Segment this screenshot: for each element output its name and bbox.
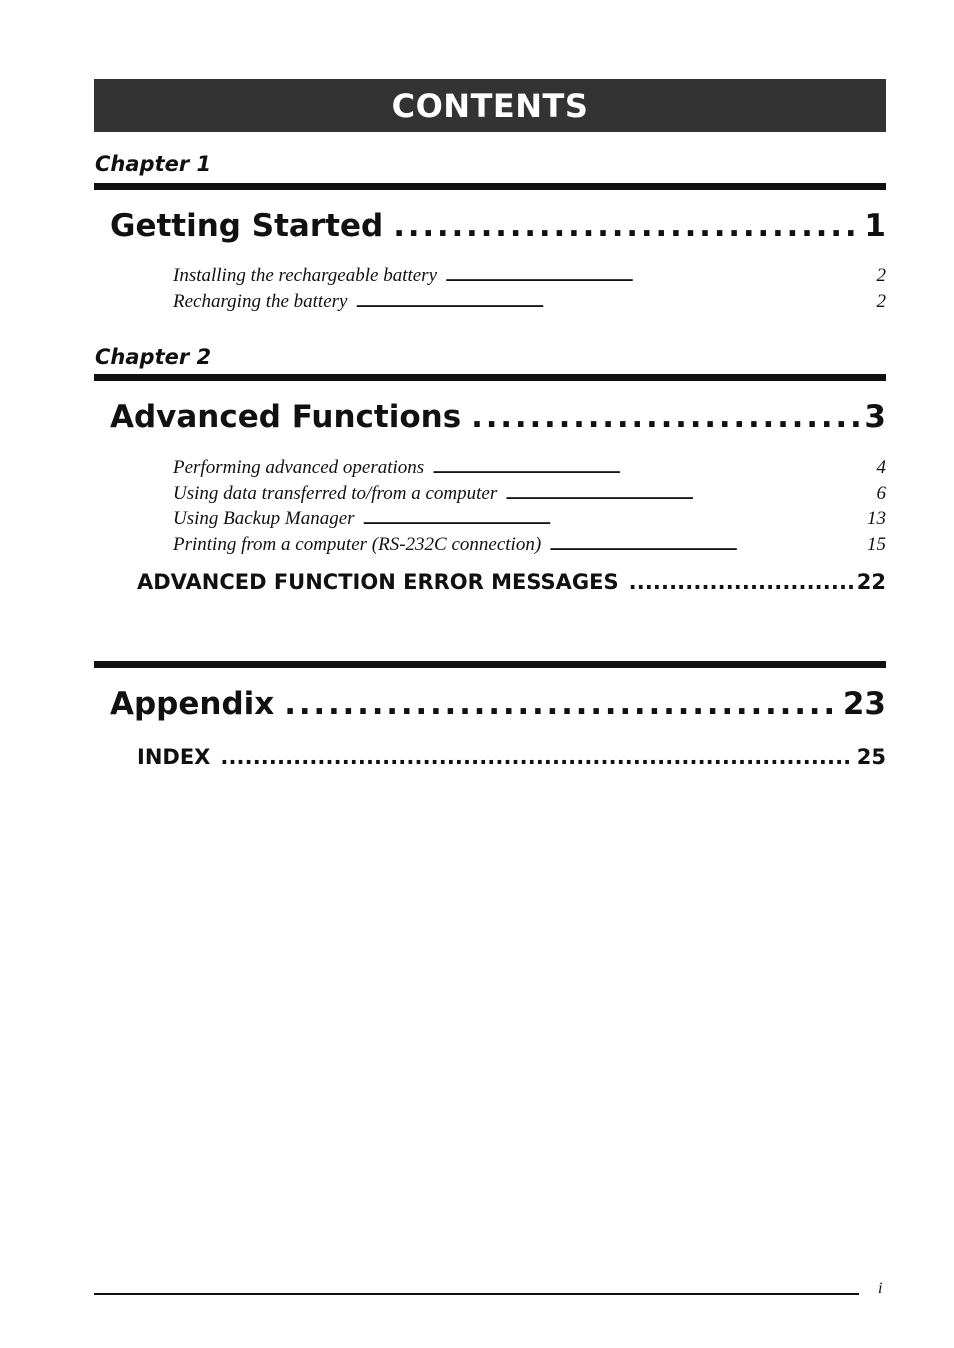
chapter-1-rule [94, 183, 886, 190]
toc-appendix[interactable] [110, 686, 886, 730]
page-number: 22 [856, 570, 886, 594]
leader-dots [432, 460, 872, 478]
footer-page-number: i [878, 1280, 883, 1297]
entry-label: Printing from a computer (RS-232C connection) [173, 534, 542, 555]
chapter-title: Advanced Functions [110, 399, 462, 435]
entry-label: Performing advanced operations [173, 457, 425, 478]
leader-dots [445, 268, 872, 286]
leader-dots [549, 537, 863, 555]
toc-entry[interactable] [173, 457, 886, 481]
leader-dots [505, 486, 872, 504]
chapter-2-rule [94, 374, 886, 381]
toc-entry[interactable] [173, 534, 886, 558]
page-number: 4 [876, 457, 886, 478]
page-number: 2 [876, 291, 886, 312]
page-number: 15 [867, 534, 886, 555]
leader-dots [393, 208, 860, 244]
toc-entry[interactable] [173, 265, 886, 289]
leader-dots [363, 511, 863, 529]
toc-entry[interactable] [173, 291, 886, 315]
leader-dots [220, 745, 852, 769]
footer-rule [94, 1293, 859, 1295]
chapter-title: Getting Started [110, 208, 384, 244]
entry-label: Using Backup Manager [173, 508, 355, 529]
section-title: ADVANCED FUNCTION ERROR MESSAGES [137, 570, 619, 594]
page-number: 13 [867, 508, 886, 529]
entry-label: Using data transferred to/from a computer [173, 483, 498, 504]
toc-section-index[interactable] [137, 745, 886, 773]
page-number: 6 [876, 483, 886, 504]
page-number: 3 [864, 399, 886, 435]
page-title: CONTENTS [391, 86, 589, 125]
page-number: 25 [856, 745, 886, 769]
toc-entry[interactable] [173, 508, 886, 532]
chapter-2-label: Chapter 2 [95, 345, 212, 369]
toc-chapter-advanced-functions[interactable] [110, 399, 886, 443]
toc-section-error-messages[interactable] [137, 570, 886, 598]
section-title: INDEX [137, 745, 211, 769]
leader-dots [355, 294, 872, 312]
appendix-rule [94, 661, 886, 668]
leader-dots [471, 399, 860, 435]
chapter-1-label: Chapter 1 [95, 152, 212, 176]
page-number: 1 [864, 208, 886, 244]
toc-chapter-getting-started[interactable] [110, 208, 886, 252]
toc-entry[interactable] [173, 483, 886, 507]
leader-dots [629, 570, 853, 594]
chapter-title: Appendix [110, 686, 275, 722]
contents-title-bar [94, 79, 886, 132]
page-number: 2 [876, 265, 886, 286]
entry-label: Recharging the battery [173, 291, 348, 312]
page-number: 23 [842, 686, 886, 722]
leader-dots [284, 686, 839, 722]
entry-label: Installing the rechargeable battery [173, 265, 438, 286]
